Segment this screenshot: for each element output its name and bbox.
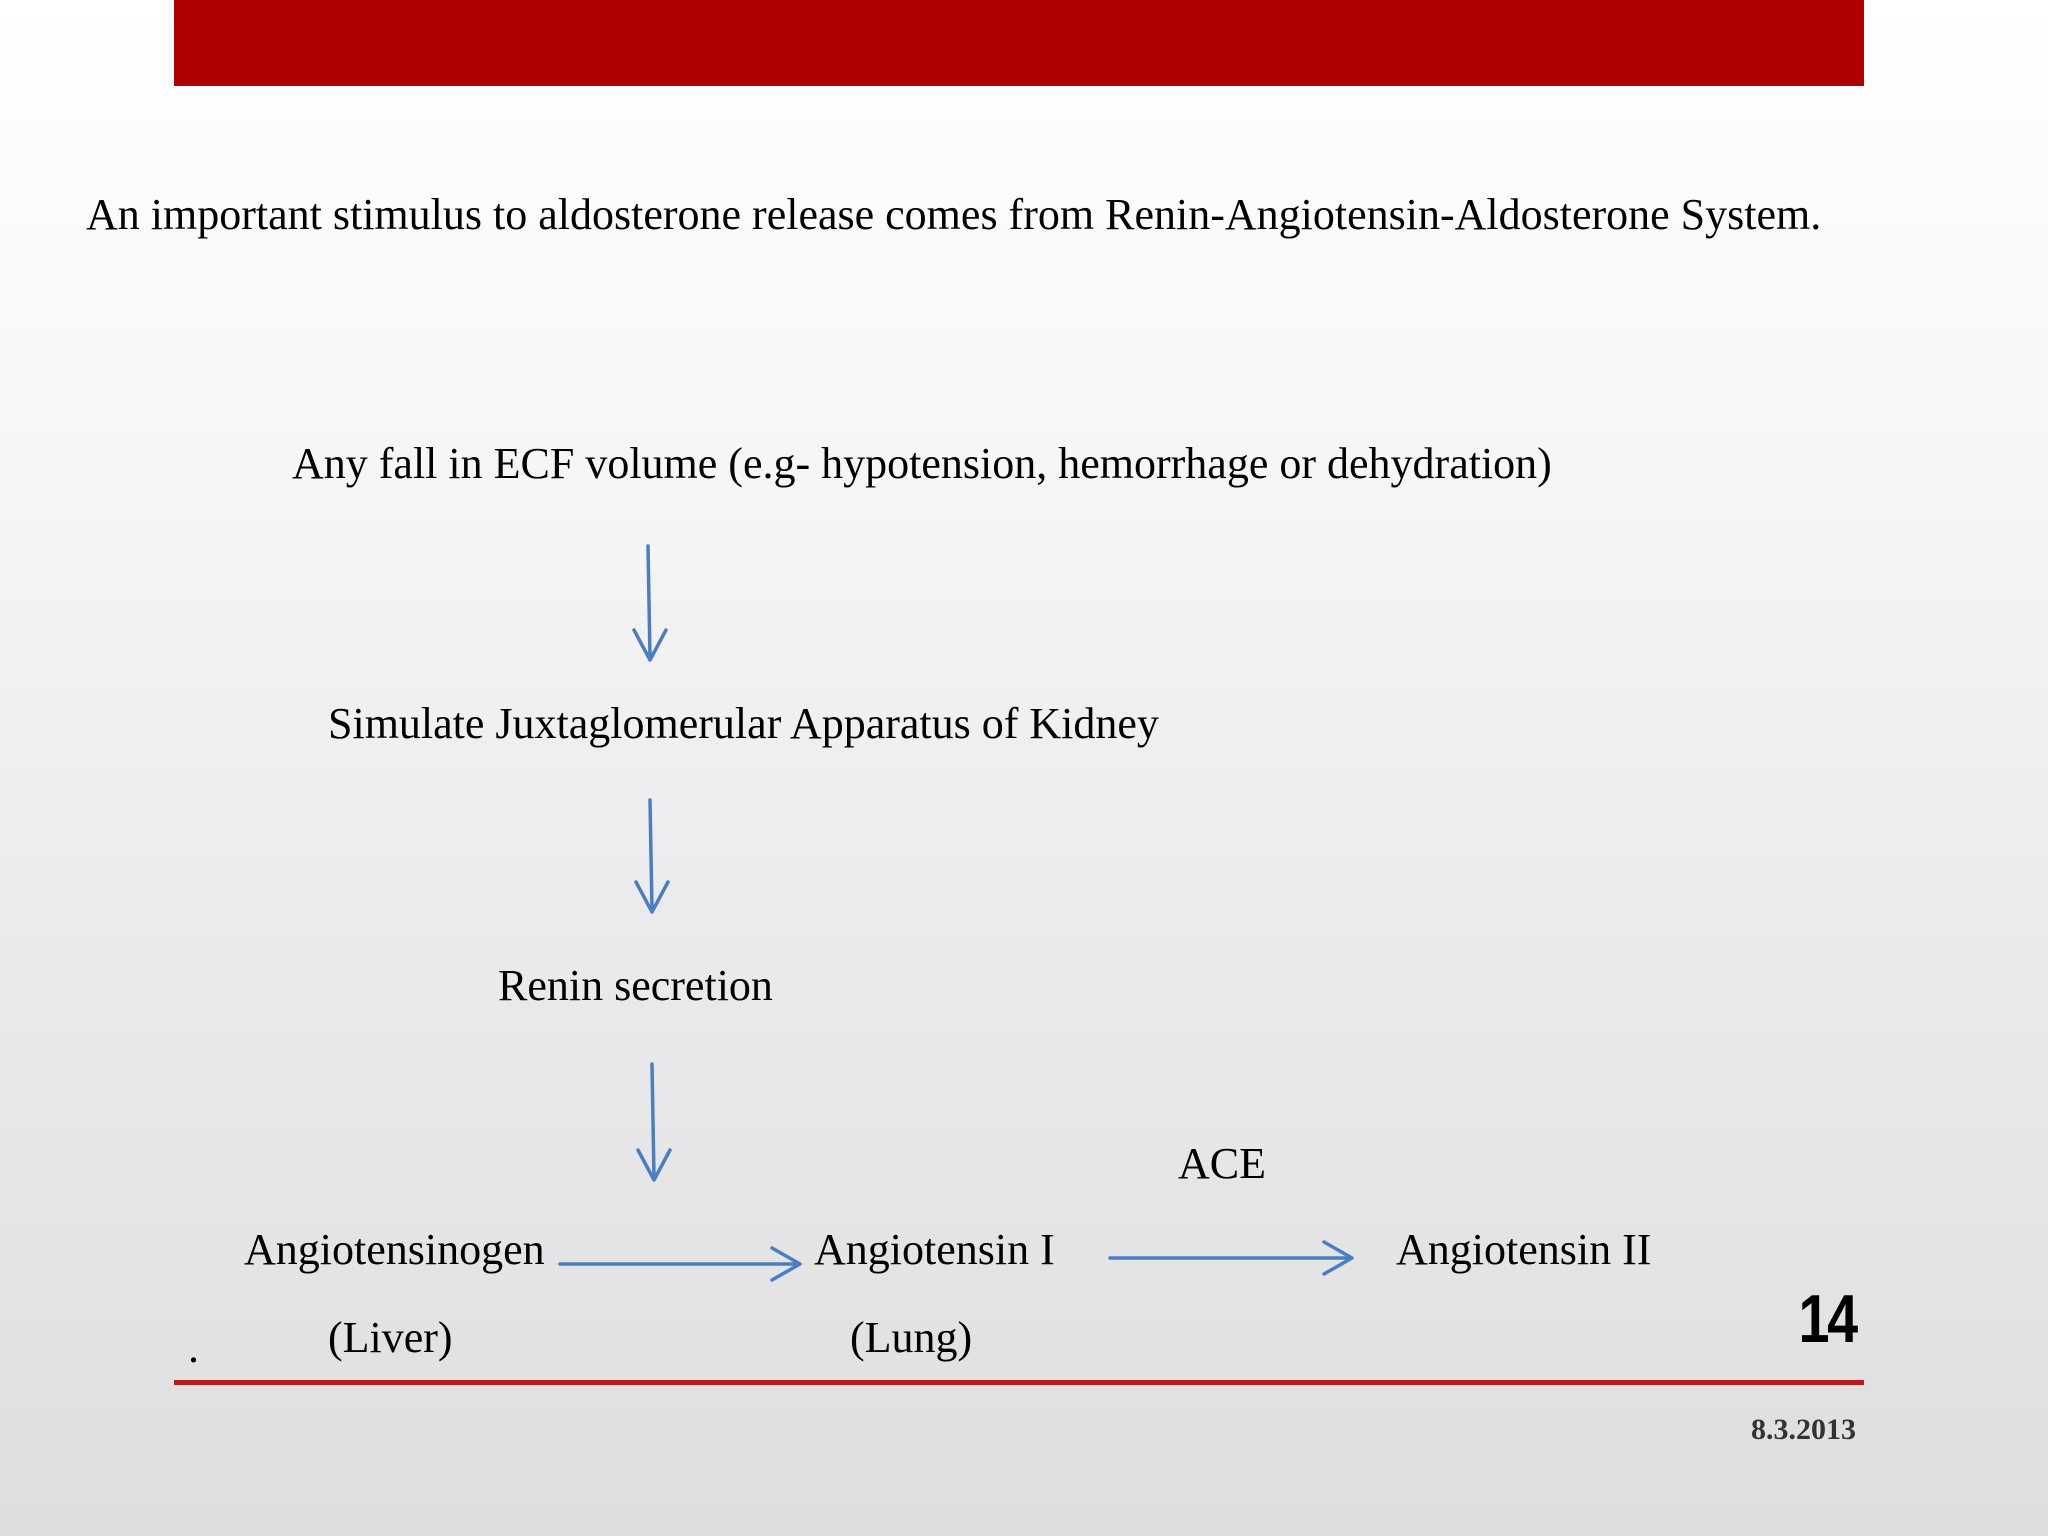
angiotensin-1-label: Angiotensin I xyxy=(814,1225,1055,1274)
page-number: 14 xyxy=(1798,1281,1856,1357)
slide-date: 8.3.2013 xyxy=(1751,1413,1856,1446)
right-arrow-1 xyxy=(560,1248,800,1280)
flow-step-juxtaglomerular: Simulate Juxtaglomerular Apparatus of Kidney xyxy=(328,699,1159,748)
down-arrow-2 xyxy=(636,800,668,912)
lung-label: (Lung) xyxy=(850,1313,973,1362)
flow-step-renin: Renin secretion xyxy=(498,961,773,1010)
liver-label: (Liver) xyxy=(328,1313,453,1362)
right-arrow-2 xyxy=(1110,1242,1352,1274)
footer-rule xyxy=(174,1380,1864,1385)
angiotensinogen-label: Angiotensinogen xyxy=(244,1225,545,1274)
down-arrow-1 xyxy=(634,546,666,660)
angiotensin-2-label: Angiotensin II xyxy=(1396,1225,1652,1274)
ace-label: ACE xyxy=(1178,1139,1266,1188)
flow-step-ecf-fall: Any fall in ECF volume (e.g- hypotension, hemorrhage or dehydration) xyxy=(292,439,1552,488)
down-arrow-3 xyxy=(638,1064,670,1180)
intro-paragraph: An important stimulus to aldosterone release comes from Renin-Angiotensin-Aldosterone System. xyxy=(86,190,1822,239)
stray-dot: . xyxy=(188,1323,199,1372)
